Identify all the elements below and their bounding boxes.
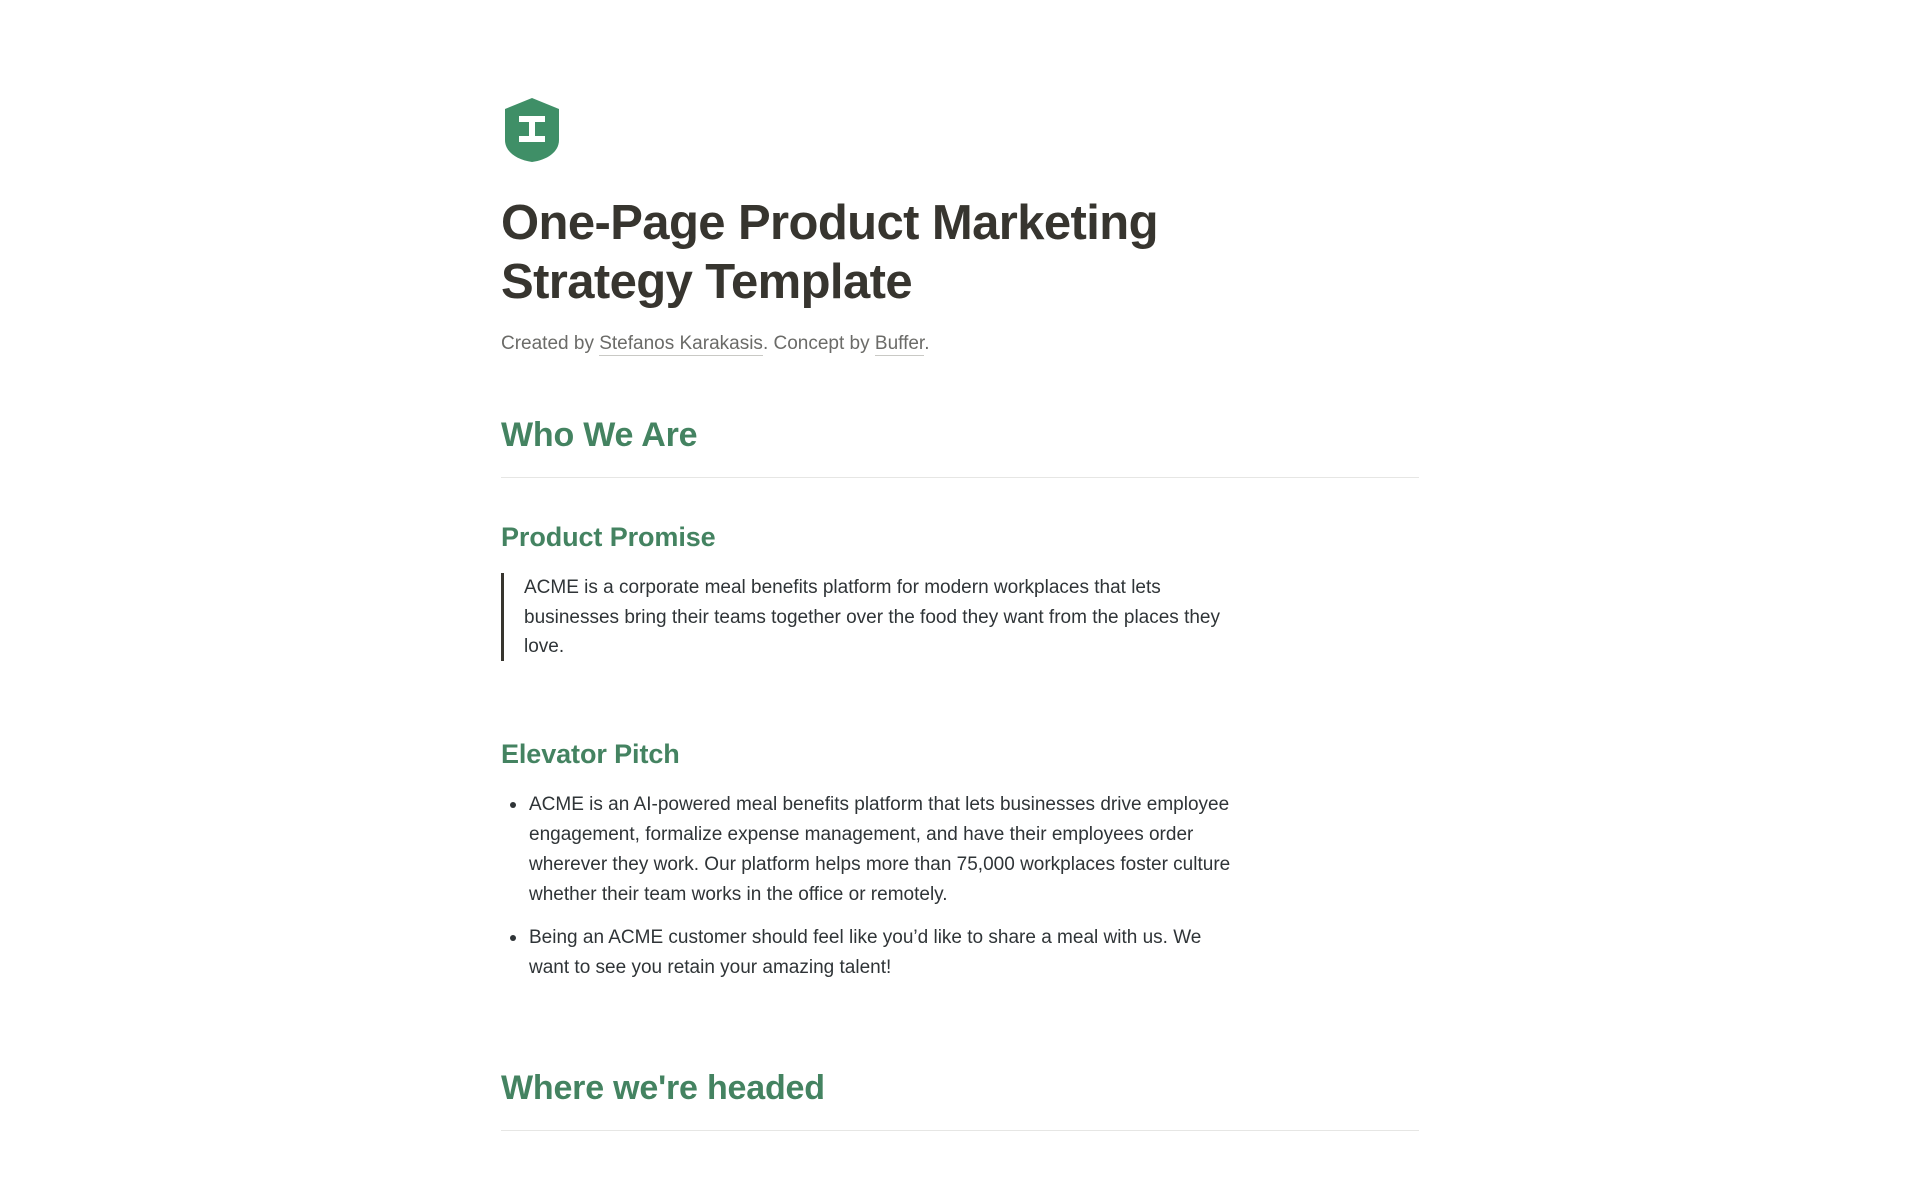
section-heading-who-we-are: Who We Are (501, 416, 698, 455)
subsection-heading-product-promise: Product Promise (501, 522, 716, 553)
section-divider (501, 1130, 1419, 1131)
subsection-heading-elevator-pitch: Elevator Pitch (501, 739, 680, 770)
byline (501, 330, 1419, 359)
byline-middle: . Concept by (762, 332, 875, 354)
list-item: ACME is an AI-powered meal benefits platform that lets businesses drive employee engagement, formalize expense management, and have their employees order wherever they work. Our platform helps more than 75,000 workplaces foster culture whether their team works in the office or remotely. (501, 790, 1231, 910)
shield-document-icon[interactable] (501, 96, 563, 164)
page-title: One-Page Product Marketing Strategy Template (501, 196, 1158, 309)
elevator-pitch-list (501, 790, 1419, 983)
spacer (501, 997, 1419, 1069)
byline-suffix: . (924, 332, 930, 354)
product-promise-quote: ACME is a corporate meal benefits platform for modern workplaces that lets businesses bring their teams together over the food they want from the places they love. (501, 573, 1231, 661)
byline-source-link[interactable]: Buffer (874, 332, 925, 354)
byline-prefix: Created by (501, 332, 600, 354)
section-heading-where-were-headed: Where we're headed (501, 1068, 825, 1107)
byline-author-link[interactable]: Stefanos Karakasis (599, 332, 763, 354)
section-divider (501, 477, 1419, 478)
section-body-who-we-are (501, 522, 1419, 983)
list-item: Being an ACME customer should feel like you’d like to share a meal with us. We want to see you retain your amazing talent! (501, 923, 1231, 983)
document-content (501, 96, 1419, 1131)
